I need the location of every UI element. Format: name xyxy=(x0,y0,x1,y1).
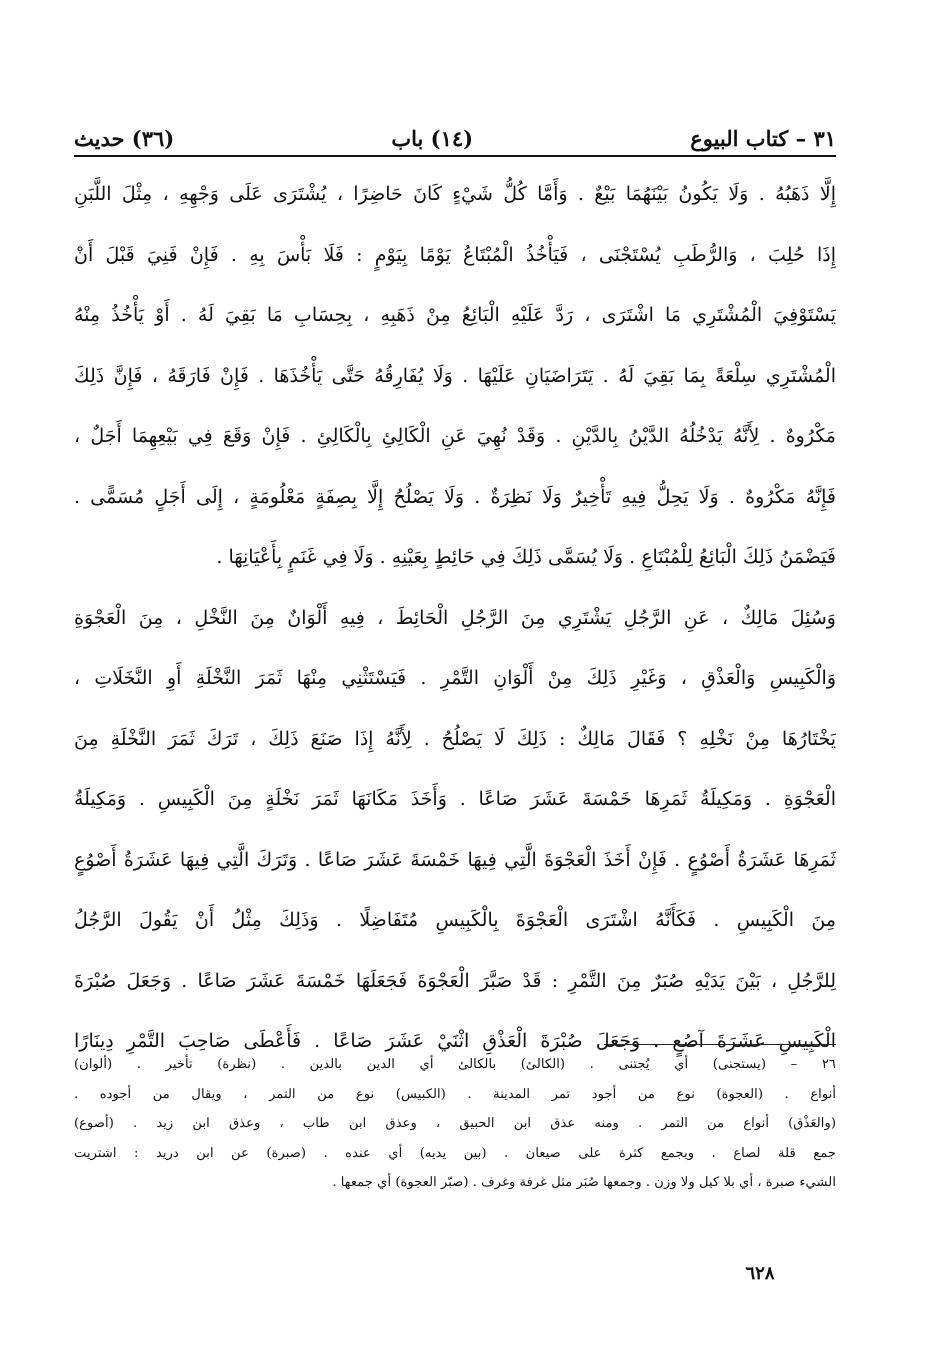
main-text-line: وَسُئِلَ مَالِكٌ ، عَنِ الرَّجُلِ يَشْتَرِي مِنَ الرَّجُلِ الْحَائِطَ ، فِيهِ أَلْوَانٌ مِنَ النَّخْلِ ، مِنَ الْعَجْوَةِ xyxy=(74,606,836,629)
main-text-line: إِلَّا ذَهَبُهُ . وَلَا يَكُونُ بَيْنَهُمَا بَيْعٌ . وَأَمَّا كُلُّ شَيْءٍ كَانَ حَاضِرًا ، يُشْتَرَى عَلَى وَجْهِهِ ، مِثْلَ اللَّبَنِ xyxy=(74,183,836,205)
main-text-line: وَالْكَبِيسِ وَالْعَذْقِ ، وَغَيْرِ ذَلِكَ مِنْ أَلْوَانِ التَّمْرِ . فَيَسْتَثْنِي مِنْهَا ثَمَرَ النَّخْلَةِ أَوِ النَّخَلَاتِ ، xyxy=(74,667,836,689)
page-number: ٦٢٨ xyxy=(745,1263,775,1284)
main-text-line: الْكَبِيسِ عَشَرَةَ آصُعٍ . وَجَعَلَ صُبْرَةَ الْعَذْقِ اثْنَيْ عَشَرَ صَاعًا . فَأَعْطَى صَاحِبَ التَّمْرِ دِينَارًا xyxy=(74,1030,836,1052)
footnotes xyxy=(74,1050,836,1198)
main-text-line: مِنَ الْكَبِيسِ . فَكَأَنَّهُ اشْتَرَى الْعَجْوَةَ بِالْكَبِيسِ مُتَفَاضِلًا . وَذَلِكَ مِثْلُ أَنْ يَقُولَ الرَّجُلُ xyxy=(74,909,836,931)
footnote-divider xyxy=(604,1044,836,1045)
header-divider xyxy=(74,155,836,157)
main-text-line: الْمُشْتَرِي سِلْعَةً بِمَا بَقِيَ لَهُ . يَتَرَاضَيَانِ عَلَيْهَا . وَلَا يُفَارِقُهُ حَتَّى يَأْخُذَهَا . فَإِنْ فَارَقَهُ ، فَإِنَّ ذَلِكَ xyxy=(74,364,836,387)
main-text-line: الْعَجْوَةِ . وَمَكِيلَةُ ثَمَرِهَا خَمْسَةَ عَشَرَ صَاعًا . وَأَخَذَ مَكَانَهَا ثَمَرَ نَخْلَةٍ مِنَ الْكَبِيسِ . وَمَكِيلَةُ xyxy=(74,788,836,810)
main-text-line: مَكْرُوهٌ . لِأَنَّهُ يَدْخُلُهُ الدَّيْنُ بِالدَّيْنِ . وَقَدْ نُهِيَ عَنِ الْكَالِئِ بِالْكَالِئِ . فَإِنْ وَقَعَ فِي بَيْعِهِمَا أَجَلٌ ، xyxy=(74,425,836,447)
header-hadith-number: (٣٦) حديث xyxy=(74,125,175,151)
header-book-title: ٣١ – كتاب البيوع xyxy=(690,125,836,151)
main-text xyxy=(74,164,836,1072)
main-text-line: ثَمَرِهَا عَشَرَةُ أَصْوُعٍ . فَإِنْ أَخَذَ الْعَجْوَةَ الَّتِي فِيهَا خَمْسَةَ عَشَرَ صَاعًا . وَتَرَكَ الَّتِي فِيهَا عَشَرَةُ أَصْوُعٍ xyxy=(74,848,836,871)
footnote-line: أنواع . (العجوة) نوع من أجود تمر المدينة . (الكبيس) نوع من التمر ، ويقال من أجوده . xyxy=(74,1086,836,1102)
main-text-line: فَيَضْمَنُ ذَلِكَ الْبَائِعُ لِلْمُبْتَاعِ . وَلَا يُسَمَّى ذَلِكَ فِي حَائِطٍ بِعَيْنِهِ . وَلَا فِي غَنَمٍ بِأَعْيَانِهَا . xyxy=(216,546,836,568)
main-text-line: يَخْتَارُهَا مِنْ نَخْلِهِ ؟ فَقَالَ مَالِكٌ : ذَلِكَ لَا يَصْلُحُ . لِأَنَّهُ إِذَا صَنَعَ ذَلِكَ ، تَرَكَ ثَمَرَ النَّخْلَةِ مِنَ xyxy=(74,727,836,750)
footnote-line: جمع قلة لصاع . ويجمع كثرة على صيعان . (بين يديه) أي عنده . (صبرة) عن ابن دريد : اشتريت xyxy=(74,1145,836,1161)
main-text-line: إِذَا حُلِبَ ، وَالرُّطَبِ يُسْتَجْنَى ، فَيَأْخُذُ الْمُبْتَاعُ يَوْمًا بِيَوْمٍ : فَلَا بَأْسَ بِهِ . فَإِنْ فَنِيَ قَبْلَ أَنْ xyxy=(74,243,836,266)
main-text-line: فَإِنَّهُ مَكْرُوهٌ . وَلَا يَحِلُّ فِيهِ تَأْخِيرٌ وَلَا نَظِرَةٌ . وَلَا يَصْلُحُ إِلَّا بِصِفَةٍ مَعْلُومَةٍ ، إِلَى أَجَلٍ مُسَمًّى . xyxy=(74,485,836,508)
main-text-line: لِلرَّجُلِ ، بَيْنَ يَدَيْهِ صُبَرٌ مِنَ التَّمْرِ : قَدْ صَبَّرَ الْعَجْوَةَ فَجَعَلَهَا خَمْسَةَ عَشَرَ صَاعًا . وَجَعَلَ صُبْرَةَ xyxy=(74,969,836,992)
footnote-line: الشيء صبرة ، أي بلا كيل ولا وزن . وجمعها صُبَر مثل غرفة وغرف . (صبّر العجوة) أي جمعها . xyxy=(332,1175,836,1191)
footnote-line: ٢٦ – (يستجنى) أي يُجتنى . (الكالئ) بالكالئ أي الدين بالدين . (نظرة) تأخير . (ألوان) xyxy=(74,1057,836,1072)
main-text-line: يَسْتَوْفِيَ الْمُشْتَرِي مَا اشْتَرَى ، رَدَّ عَلَيْهِ الْبَائِعُ مِنْ ذَهَبِهِ ، بِحِسَابِ مَا بَقِيَ لَهُ . أَوْ يَأْخُذُ مِنْهُ xyxy=(74,304,836,326)
header-chapter: (١٤) باب xyxy=(391,125,474,151)
footnote-line: (والعَذْق) أنواع من التمر . ومنه عذق ابن الحبيق ، وعذق ابن طاب ، وعذق ابن زيد . (أصوع) xyxy=(74,1116,836,1132)
running-header xyxy=(74,118,836,158)
